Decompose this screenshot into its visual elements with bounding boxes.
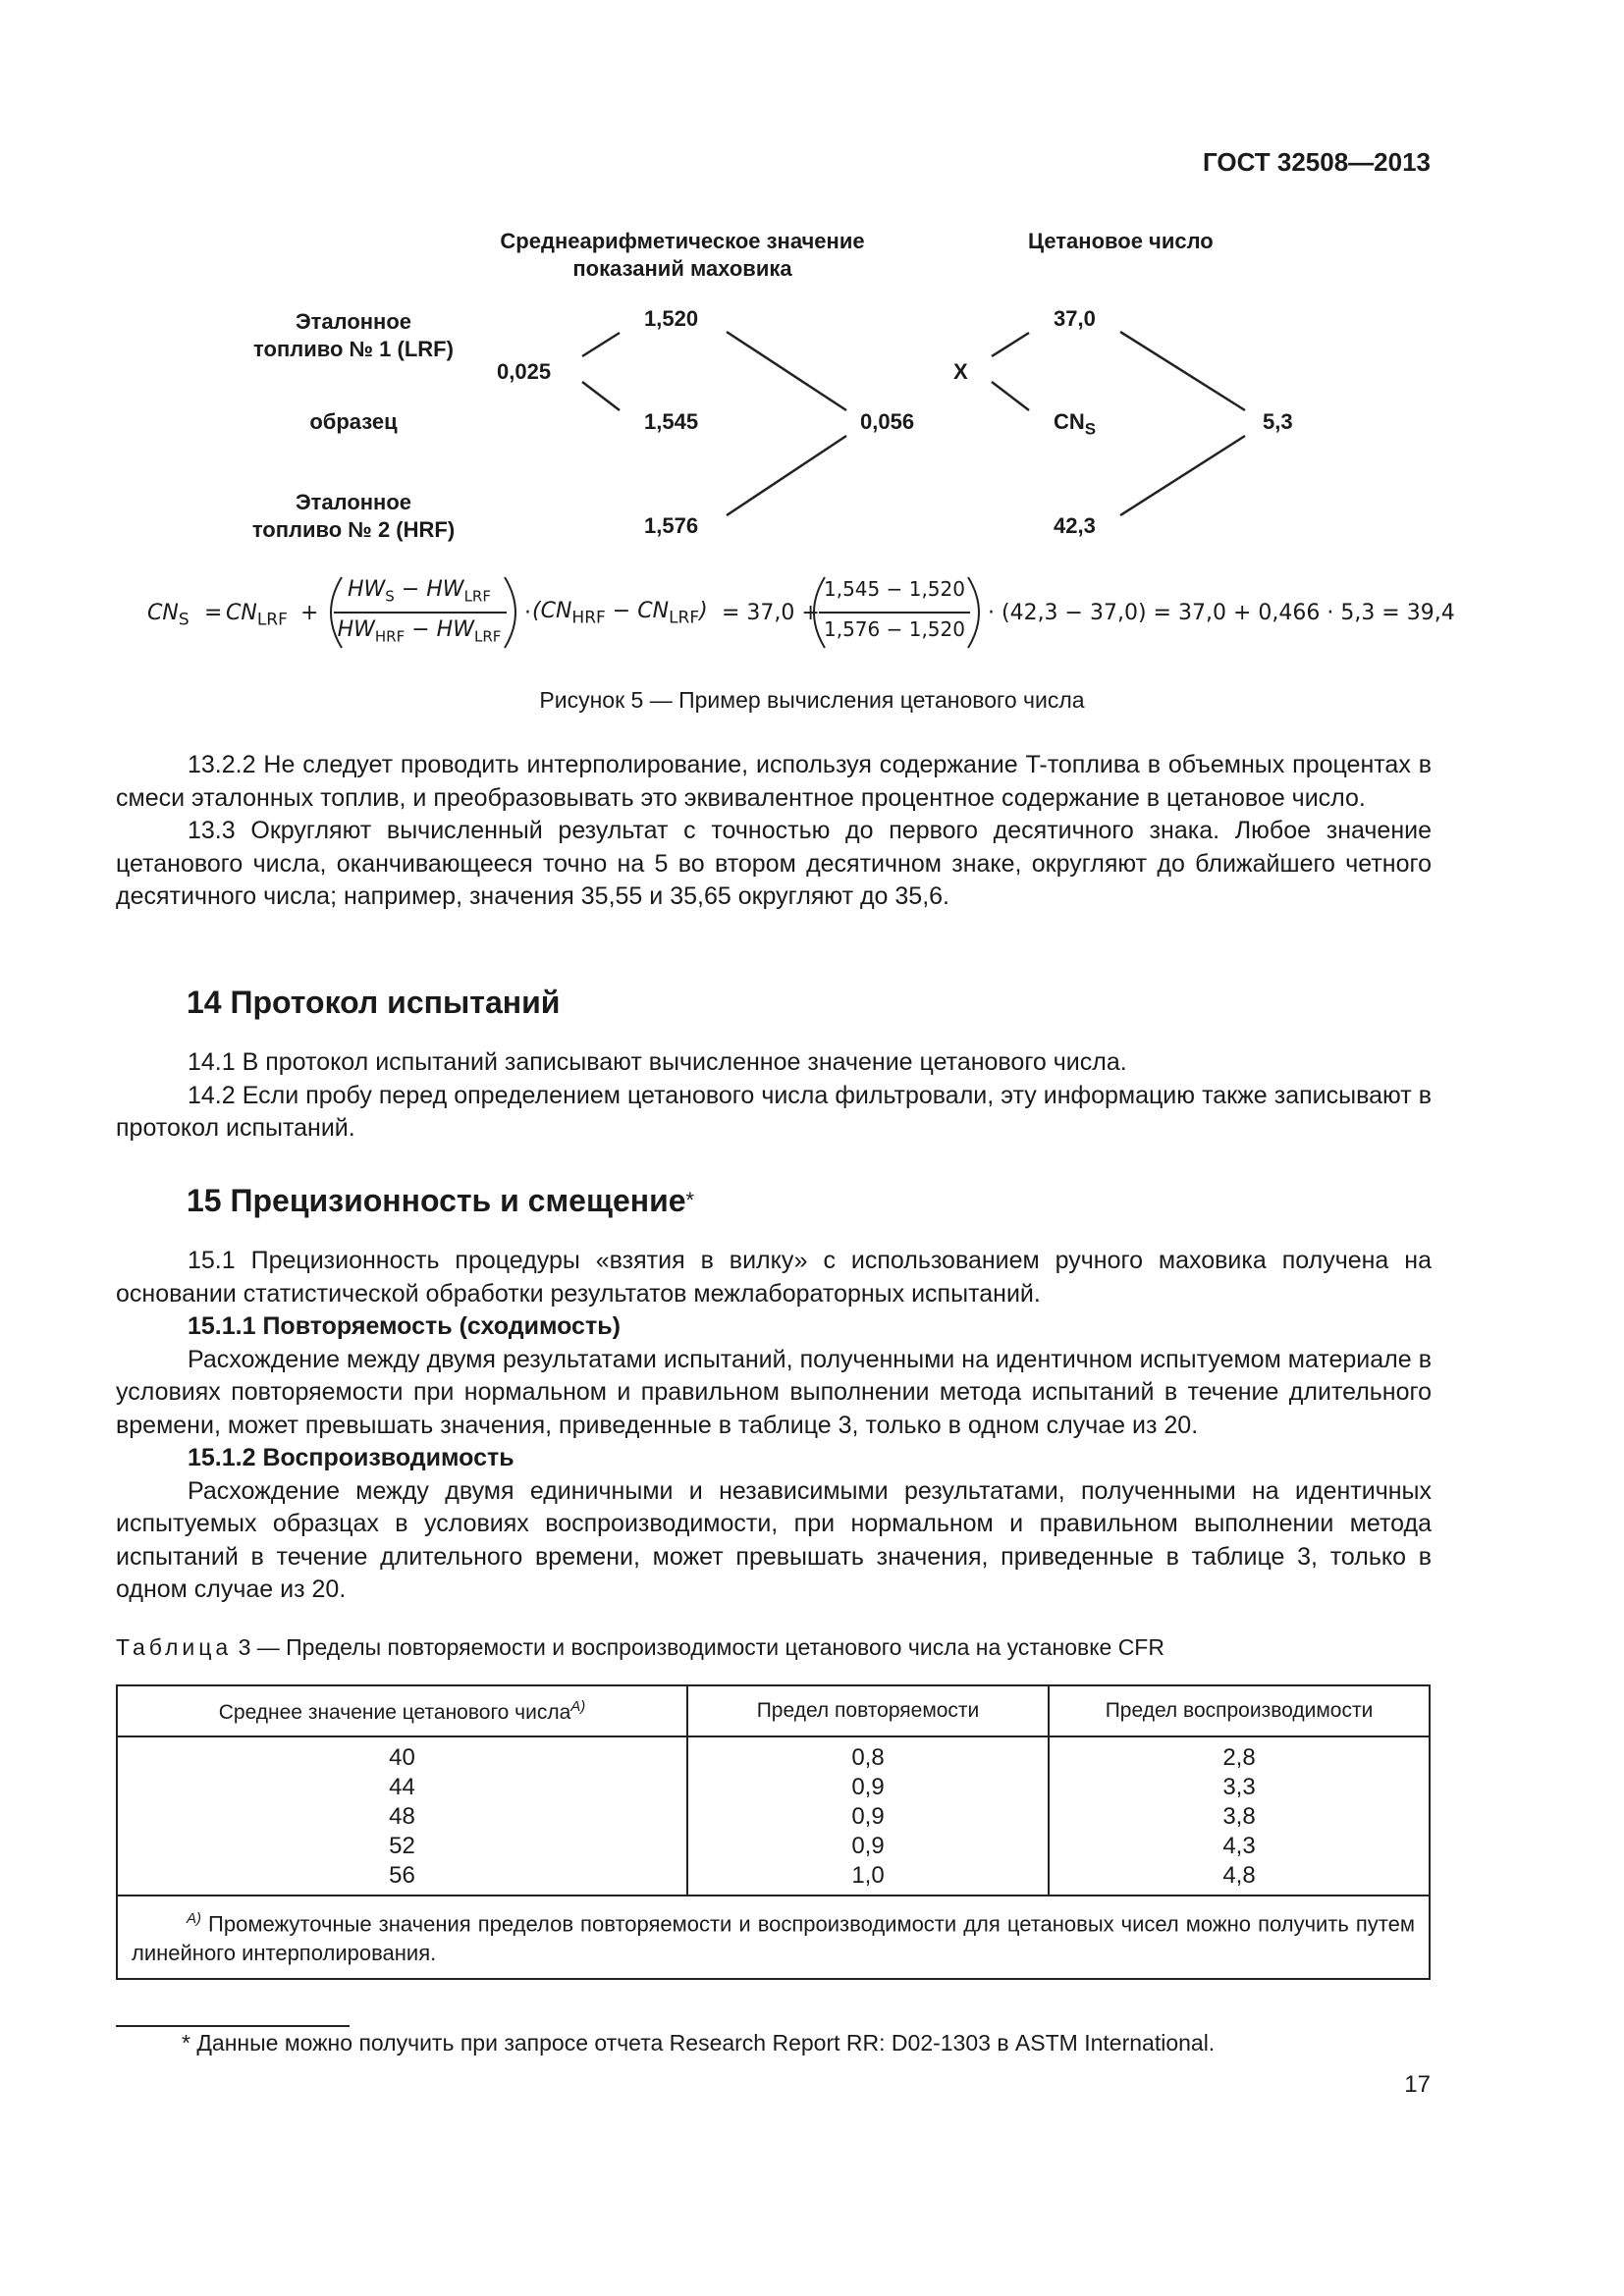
figure-caption: Рисунок 5 — Пример вычисления цетанового числа <box>539 687 1085 713</box>
figure-row-sample: образец <box>309 409 398 434</box>
formula-result-a: = 37,0 + <box>722 601 820 625</box>
connector-line <box>727 332 846 410</box>
connector-line <box>1120 332 1245 410</box>
connector-line <box>582 382 620 410</box>
connector-line <box>992 333 1029 356</box>
formula-lhs: $CN_S$ <box>147 601 189 630</box>
figure-row-lrf: Эталонное топливо № 1 (LRF) <box>253 309 454 361</box>
table-caption: Таблица 3 — Пределы повторяемости и воспроизводимости цетанового числа на установке CFR <box>116 1634 1164 1660</box>
table-cell-reproducibility: 2,8 3,3 3,8 4,3 4,8 <box>1049 1736 1430 1896</box>
table-header-mean: Среднее значение цетанового числа$^{A)}$ <box>117 1685 687 1736</box>
footnote: * Данные можно получить при запросе отчета Research Report RR: D02-1303 в ASTM International. <box>182 2030 1216 2056</box>
table-cell-mean: 40 44 48 52 56 <box>117 1736 687 1896</box>
table-cell-repeatability: 0,8 0,9 0,9 0,9 1,0 <box>687 1736 1049 1896</box>
figure-diff-range: 0,056 <box>860 409 915 434</box>
figure-col-flywheel: Среднеарифметическое значение показаний маховика <box>500 229 865 281</box>
paragraph-13-2-2: 13.2.2 Не следует проводить интерполирование, используя содержание T-топлива в объемных процентах в смеси эталонных топлив, и преобразовывать это эквивалентное процентное содержание в цетановое число. 13.3 Округляют вычисленный результат с точностью до первого десятичного знака. Любое значение цетанового числа, оканчивающееся точно на 5 во втором десятичном знаке, округляют до ближайшего четного десятичного числа; например, значения 35,55 и 35,65 округляют до 35,6. <box>116 751 1432 910</box>
formula-denominator: $HW_{HRF} - HW_{LRF}$ <box>337 617 502 646</box>
formula-fraction-bar <box>334 612 507 614</box>
formula-fraction-numerator: 1,545 − 1,520 <box>824 577 965 601</box>
connector-line <box>992 382 1029 410</box>
table-note-row <box>117 1896 1430 1979</box>
figure-connector-lines <box>0 0 1624 589</box>
figure-multiply-sign: X <box>953 359 968 384</box>
connector-line <box>727 436 846 515</box>
connector-line <box>582 333 620 356</box>
section-15-text: 15.1 Прецизионность процедуры «взятия в вилку» с использованием ручного маховика получена на основании статистической обработки результатов межлабораторных испытаний. 15.1.1 Повторяемость (сходимость) Расхождение между двумя результатами испытаний, полученными на идентичном испытуемом материале в условиях повторяемости при нормальном и правильном выполнении метода испытаний в течение длительного времени, может превышать значения, приведенные в таблице 3, только в одном случае из 20. 15.1.2 Воспроизводимость Расхождение между двумя единичными и независимыми результатами, полученными на идентичных испытуемых образцах в условиях воспроизводимости, при нормальном и правильном выполнении метода испытаний в течение длительного времени, может превышать значения, приведенные в таблице 3, только в одном случае из 20. <box>116 1247 1432 1603</box>
figure-val-sample: 1,545 <box>644 409 699 434</box>
table-header-reproducibility: Предел воспроизводимости <box>1049 1685 1430 1736</box>
table-row <box>117 1736 1430 1896</box>
page-number: 17 <box>1404 2071 1431 2098</box>
figure-cn-lrf: 37,0 <box>1054 306 1096 331</box>
section-14-heading: 14 Протокол испытаний <box>187 985 561 1020</box>
cetane-formula <box>147 569 1455 658</box>
figure-cn-hrf: 42,3 <box>1054 513 1096 538</box>
table-note: $^{A)}$ Промежуточные значения пределов повторяемости и воспроизводимости для цетановых чисел можно получить путем линейного интерполирования. <box>117 1896 1430 1979</box>
figure-row-hrf: Эталонное топливо № 2 (HRF) <box>251 490 456 542</box>
formula-cn-lrf: $CN_{LRF}$ <box>226 601 288 630</box>
formula-plus: + <box>300 601 319 625</box>
standard-number: ГОСТ 32508—2013 <box>1203 147 1431 177</box>
formula-dot: · <box>524 601 531 625</box>
figure-val-hrf: 1,576 <box>644 513 699 538</box>
formula-numerator: $HW_S - HW_{LRF}$ <box>348 577 491 606</box>
formula-result-b: · (42,3 − 37,0) = 37,0 + 0,466 · 5,3 = 39,4 <box>988 601 1455 625</box>
formula-fraction-bar-2 <box>819 612 970 614</box>
footnote-rule <box>116 2025 350 2027</box>
formula-fraction-denominator: 1,576 − 1,520 <box>824 617 965 641</box>
figure-cn-diff: 5,3 <box>1263 409 1293 434</box>
connector-line <box>1120 436 1245 515</box>
figure-val-lrf: 1,520 <box>644 306 699 331</box>
figure-cn-sample: $CN_S$ <box>1054 409 1097 439</box>
figure-diff-lrf-sample: 0,025 <box>497 359 552 384</box>
figure-col-cetane: Цетановое число <box>1028 229 1214 253</box>
section-14-text: 14.1 В протокол испытаний записывают вычисленное значение цетанового числа. 14.2 Если пробу перед определением цетанового числа фильтровали, эту информацию также записывают в протокол испытаний. <box>116 1048 1432 1142</box>
table-3 <box>116 1684 1431 1980</box>
table-header-repeatability: Предел повторяемости <box>687 1685 1049 1736</box>
formula-eq: = <box>204 601 223 625</box>
formula-cn-diff: $(CN_{HRF} - CN_{LRF})$ <box>532 599 708 628</box>
section-15-heading: 15 Прецизионность и смещение* <box>187 1183 695 1218</box>
